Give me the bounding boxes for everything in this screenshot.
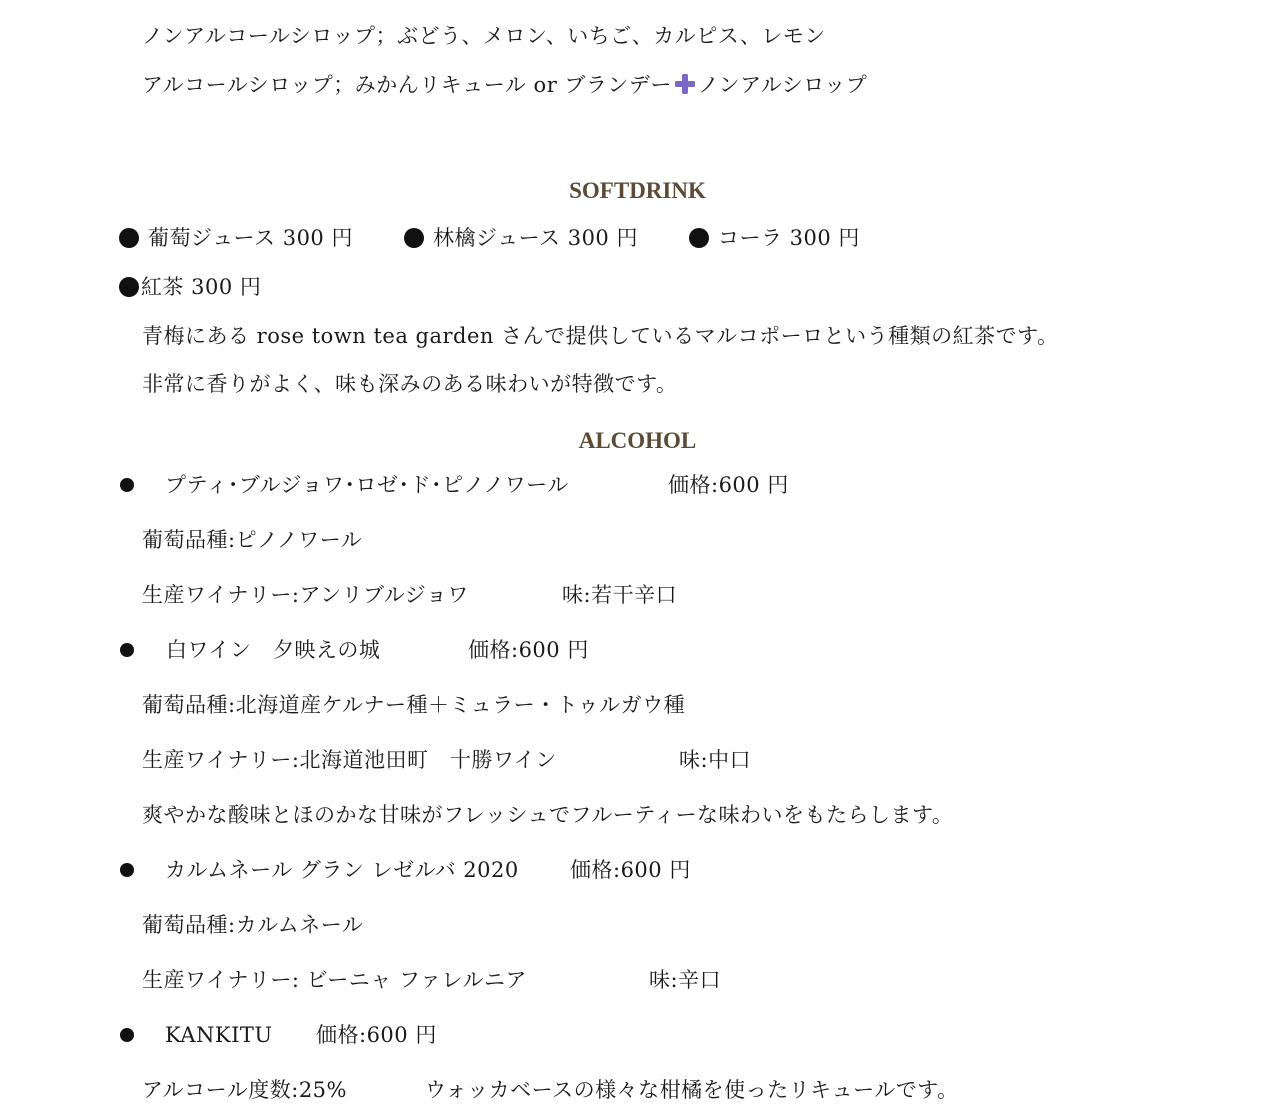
- softdrink-item-apple: 林檎ジュース 300 円: [433, 226, 638, 250]
- wine-2-description: 爽やかな酸味とほのかな甘味がフレッシュでフルーティーな味わいをもたらします。: [142, 803, 954, 827]
- plus-icon: [674, 73, 696, 95]
- softdrink-heading: SOFTDRINK: [569, 178, 706, 203]
- wine-2-winery: 生産ワイナリー:北海道池田町 十勝ワイン: [142, 748, 557, 772]
- bullet-icon: [120, 643, 134, 657]
- syrup-nonalcohol: ノンアルコールシロップ；ぶどう、メロン、いちご、カルピス、レモン: [142, 24, 826, 48]
- syrup-alcohol: [142, 71, 867, 99]
- wine-2-name: 白ワイン 夕映えの城: [166, 638, 381, 662]
- alcohol-heading: ALCOHOL: [578, 428, 697, 453]
- liqueur-4-description: ウォッカベースの様々な柑橘を使ったリキュールです。: [425, 1078, 959, 1102]
- bullet-icon: [689, 228, 709, 248]
- bullet-icon: [120, 478, 134, 492]
- liqueur-4-price: 価格:600 円: [316, 1023, 437, 1047]
- bullet-icon: [120, 1028, 134, 1042]
- wine-1-grape: 葡萄品種:ピノノワール: [142, 528, 363, 552]
- bullet-icon: [119, 228, 139, 248]
- softdrink-item-cola: コーラ 300 円: [718, 226, 860, 250]
- wine-3-name: カルムネール グラン レゼルバ 2020: [165, 858, 519, 882]
- liqueur-4-name: KANKITU: [165, 1023, 273, 1047]
- tea-description-1: 青梅にある rose town tea garden さんで提供しているマルコポーロという種類の紅茶です。: [142, 324, 1059, 348]
- bullet-icon: [119, 277, 139, 297]
- softdrink-item-grape: 葡萄ジュース 300 円: [148, 226, 353, 250]
- wine-2-taste: 味:中口: [679, 748, 752, 772]
- syrup-alcohol-text-2: ノンアルシロップ: [697, 73, 868, 97]
- wine-3-winery: 生産ワイナリー: ビーニャ ファレルニア: [142, 968, 528, 992]
- liqueur-4-abv: アルコール度数:25%: [142, 1078, 347, 1102]
- wine-1-taste: 味:若干辛口: [562, 583, 678, 607]
- tea-description-2: 非常に香りがよく、味も深みのある味わいが特徴です。: [142, 372, 678, 396]
- bullet-icon: [404, 228, 424, 248]
- wine-1-name: プティ･ブルジョワ･ロゼ･ド･ピノノワール: [165, 473, 569, 497]
- wine-1-winery: 生産ワイナリー:アンリブルジョワ: [142, 583, 469, 607]
- wine-3-price: 価格:600 円: [570, 858, 691, 882]
- bullet-icon: [120, 863, 134, 877]
- wine-2-price: 価格:600 円: [468, 638, 589, 662]
- syrup-alcohol-text: アルコールシロップ；みかんリキュール or ブランデー: [142, 73, 672, 97]
- wine-3-grape: 葡萄品種:カルムネール: [142, 913, 364, 937]
- wine-2-grape: 葡萄品種:北海道産ケルナー種＋ミュラー・トゥルガウ種: [142, 693, 686, 717]
- wine-1-price: 価格:600 円: [668, 473, 789, 497]
- wine-3-taste: 味:辛口: [649, 968, 722, 992]
- softdrink-item-tea: 紅茶 300 円: [141, 275, 262, 299]
